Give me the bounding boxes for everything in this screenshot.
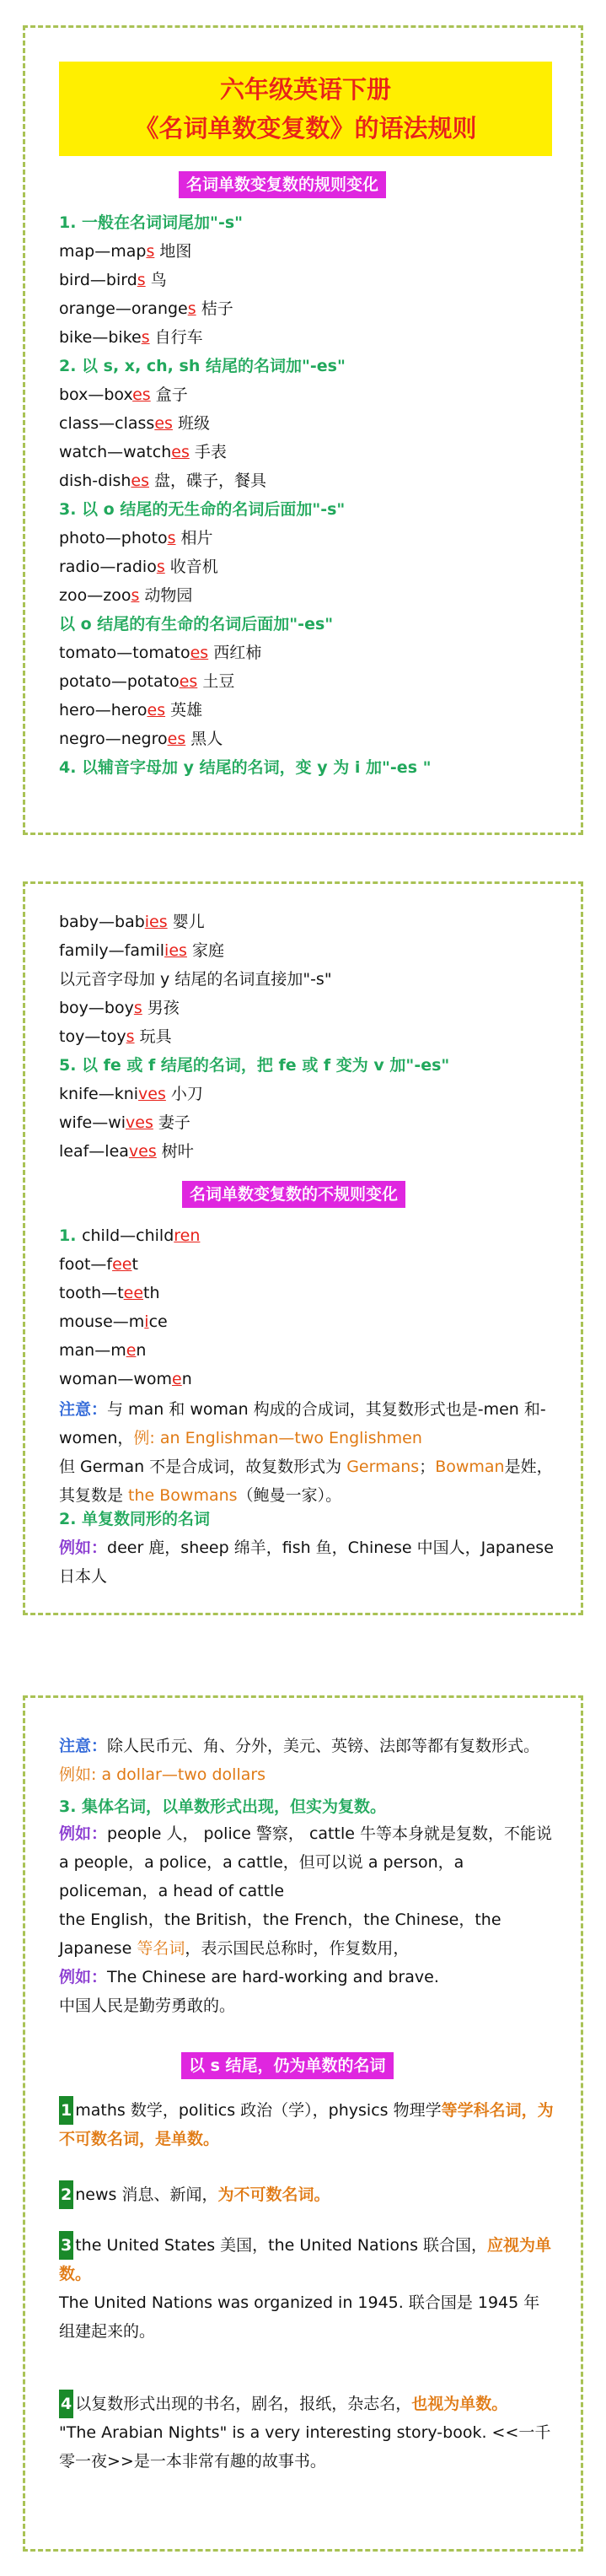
rule-3b-heading: 以 o 结尾的有生命的名词后面加"-es": [59, 615, 334, 633]
example-line: boy—boys 男孩: [59, 999, 180, 1017]
example-line: knife—knives 小刀: [59, 1085, 203, 1103]
title-line-1: 六年级英语下册: [219, 75, 391, 104]
collective-examples: 例如：people 人， police 警察， cattle 牛等本身就是复数，不能说 a people，a police，a cattle，但可以说 a person，a policeman，a head of cattle the English，the British，the French，the Chinese，the Japanese 等名词，表示国民总称时，作复数用， 例如：The Chinese are hard-working and brave. 中国人民是勤劳勇敢的。: [59, 1824, 552, 2015]
example-line: bike—bikes 自行车: [59, 328, 203, 347]
example-line: dish-dishes 盘，碟子，餐具: [59, 472, 267, 490]
example-line: orange—oranges 桔子: [59, 299, 233, 318]
rule-3-heading: 3. 以 o 结尾的无生命的名词后面加"-s": [59, 500, 346, 519]
list-item: 4 以复数形式出现的书名，剧名，报纸，杂志名，也视为单数。 "The Arabian Nights" is a very interesting story-book. <<一千零一夜>>是一本非常有趣的故事书。: [59, 2390, 555, 2476]
irregular-rules-banner: 名词单数变复数的不规则变化: [182, 1181, 405, 1208]
example-line: family—families 家庭: [59, 941, 224, 960]
irregular-line: woman—women: [59, 1370, 192, 1388]
rule-4b-heading: 以元音字母加 y 结尾的名词直接加"-s": [59, 970, 332, 989]
example-line: hero—heroes 英雄: [59, 701, 203, 719]
list-item: 2 news 消息、新闻，为不可数名词。: [59, 2180, 555, 2209]
example-line: leaf—leaves 树叶: [59, 1142, 194, 1161]
example-line: baby—babies 婴儿: [59, 913, 205, 931]
section-card-2: [23, 881, 583, 1615]
irregular-line: mouse—mice: [59, 1312, 168, 1331]
example-line: photo—photos 相片: [59, 529, 213, 547]
example-line: tomato—tomatoes 西红柿: [59, 644, 262, 662]
example-line: class—classes 班级: [59, 414, 210, 433]
example-line: wife—wives 妻子: [59, 1113, 190, 1132]
page-title: [59, 62, 552, 156]
example-line: negro—negroes 黑人: [59, 730, 223, 748]
note-paragraph: 注意：除人民币元、角、分外，美元、英镑、法郎等都有复数形式。例如: a dollar—two dollars: [59, 1737, 540, 1784]
irregular-line: tooth—teeth: [59, 1284, 160, 1302]
rule-2-heading: 2. 以 s, x, ch, sh 结尾的名词加"-es": [59, 357, 346, 375]
regular-rules-banner: 名词单数变复数的规则变化: [179, 171, 386, 198]
same-form-examples: 例如：deer 鹿，sheep 绵羊，fish 鱼，Chinese 中国人，Japanese 日本人: [59, 1539, 554, 1586]
example-line: toy—toys 玩具: [59, 1027, 172, 1046]
same-form-heading: 2. 单复数同形的名词: [59, 1510, 211, 1528]
example-line: watch—watches 手表: [59, 443, 227, 461]
list-item: 1 maths 数学，politics 政治（学），physics 物理学等学科名词，为不可数名词，是单数。: [59, 2096, 555, 2153]
rule-1-heading: 1. 一般在名词词尾加"-s": [59, 213, 244, 232]
title-line-2: 《名词单数变复数》的语法规则: [134, 114, 477, 143]
section-card-3: [23, 1695, 583, 2552]
irregular-line: foot—feet: [59, 1255, 138, 1274]
irregular-line: man—men: [59, 1341, 147, 1360]
collective-heading: 3. 集体名词，以单数形式出现，但实为复数。: [59, 1797, 387, 1816]
rule-5-heading: 5. 以 fe 或 f 结尾的名词，把 fe 或 f 变为 v 加"-es": [59, 1056, 450, 1075]
section-card-1: [23, 25, 583, 835]
list-item: 3 the United States 美国，the United Nations 联合国，应视为单数。 The United Nations was organized in 1945. 联合国是 1945 年组建起来的。: [59, 2231, 555, 2346]
irregular-line: 1. child—children: [59, 1226, 201, 1245]
example-line: map—maps 地图: [59, 242, 192, 261]
example-line: box—boxes 盒子: [59, 385, 188, 404]
example-line: bird—birds 鸟: [59, 271, 167, 289]
rule-4-heading: 4. 以辅音字母加 y 结尾的名词，变 y 为 i 加"-es ": [59, 758, 432, 777]
example-line: potato—potatoes 土豆: [59, 672, 235, 691]
example-line: radio—radios 收音机: [59, 558, 218, 576]
s-ending-banner: 以 s 结尾，仍为单数的名词: [181, 2052, 394, 2079]
note-paragraph: 注意：与 man 和 woman 构成的合成词，其复数形式也是-men 和-women，例: an Englishman—two Englishmen 但 German 不是合成词，故复数形式为 Germans；Bowman是姓，其复数是 the Bowmans（鲍曼一家）。: [59, 1400, 553, 1505]
example-line: zoo—zoos 动物园: [59, 586, 193, 605]
